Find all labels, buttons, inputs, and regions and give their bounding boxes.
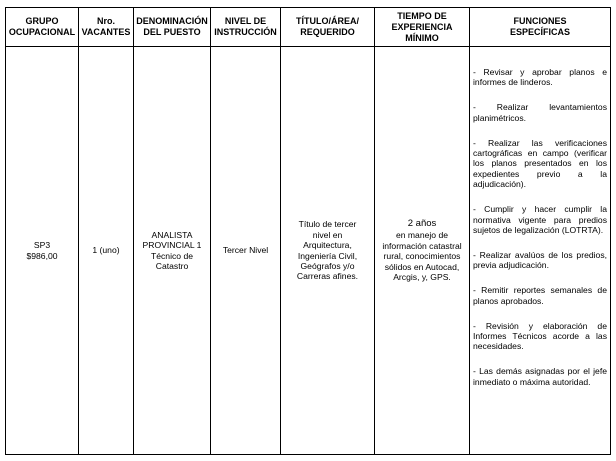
header-text: REQUERIDO xyxy=(300,27,355,37)
experiencia-line: en manejo de xyxy=(395,230,449,241)
funcion-item: - Cumplir y hacer cumplir la normativa vigente para predios sujetos de legalización (LOTRTA). xyxy=(473,204,607,235)
table-row xyxy=(6,47,611,455)
header-denominacion xyxy=(134,8,211,47)
header-nivel-instruccion xyxy=(211,8,281,47)
header-text: TIEMPO DE xyxy=(397,10,447,21)
titulo-line: nivel en xyxy=(312,229,343,240)
titulo-line: Título de tercer xyxy=(298,219,357,230)
funcion-item: - Realizar levantamientos planimétricos. xyxy=(473,102,607,123)
header-text: FUNCIONES xyxy=(513,16,567,26)
header-text: EXPERIENCIA xyxy=(391,21,453,32)
funcion-item: - Remitir reportes semanales de planos aprobados. xyxy=(473,285,607,306)
header-text: DENOMINACIÓN xyxy=(136,16,208,26)
header-text: TÍTULO/ÁREA/ xyxy=(296,16,359,26)
nivel-value: Tercer Nivel xyxy=(222,245,269,256)
cell-denominacion xyxy=(134,47,211,455)
denominacion-line: Técnico de xyxy=(150,250,194,261)
header-text: DEL PUESTO xyxy=(143,27,201,37)
experiencia-line: información catastral xyxy=(382,240,462,251)
funcion-item: - Revisar y aprobar planos e informes de linderos. xyxy=(473,67,607,88)
header-text: OCUPACIONAL xyxy=(8,27,76,37)
grupo-code: SP3 xyxy=(33,240,51,251)
header-text: GRUPO xyxy=(25,16,59,26)
header-text: VACANTES xyxy=(81,27,131,37)
funcion-item: - Realizar avalúos de los predios, previa adjudicación. xyxy=(473,249,607,271)
header-funciones xyxy=(470,8,611,47)
experiencia-line: rural, conocimientos xyxy=(383,251,461,262)
header-row xyxy=(6,8,611,47)
cell-grupo-ocupacional xyxy=(6,47,79,455)
job-posting-table xyxy=(5,7,611,455)
denominacion-line: PROVINCIAL 1 xyxy=(142,240,202,251)
vacantes-value: 1 (uno) xyxy=(92,245,120,256)
header-experiencia xyxy=(375,8,470,47)
titulo-line: Carreras afines. xyxy=(296,271,359,282)
header-text: Nro. xyxy=(97,16,115,26)
header-titulo-requerido xyxy=(281,8,375,47)
experiencia-line: 2 años xyxy=(407,218,437,230)
cell-vacantes xyxy=(79,47,134,455)
titulo-line: Arquitectura, xyxy=(303,240,352,251)
header-grupo-ocupacional xyxy=(6,8,79,47)
cell-experiencia xyxy=(375,47,470,455)
cell-nivel-instruccion xyxy=(211,47,281,455)
header-text: INSTRUCCIÓN xyxy=(214,27,277,37)
titulo-line: Ingeniería Civil, xyxy=(297,250,358,261)
salary: $986,00 xyxy=(26,250,58,261)
denominacion-line: Catastro xyxy=(155,260,189,271)
experiencia-line: sólidos en Autocad, xyxy=(384,261,460,272)
denominacion-line: ANALISTA xyxy=(151,229,193,240)
cell-titulo-requerido xyxy=(281,47,375,455)
header-text: ESPECÍFICAS xyxy=(509,27,570,37)
header-text: NIVEL DE xyxy=(224,16,267,26)
experiencia-line: Arcgis, y, GPS. xyxy=(393,272,451,283)
funcion-item: - Revisión y elaboración de Informes Técnicos acorde a las necesidades. xyxy=(473,320,607,352)
header-text: MÍNIMO xyxy=(405,32,439,43)
funcion-item: - Realizar las verificaciones cartográficas en campo (verificar los planos presentados en los expedientes previo a la adjudicación). xyxy=(473,137,607,190)
titulo-line: Geógrafos y/o xyxy=(300,260,355,271)
cell-funciones xyxy=(470,47,611,455)
header-vacantes xyxy=(79,8,134,47)
funcion-item: - Las demás asignadas por el jefe inmediato o máxima autoridad. xyxy=(473,366,607,387)
